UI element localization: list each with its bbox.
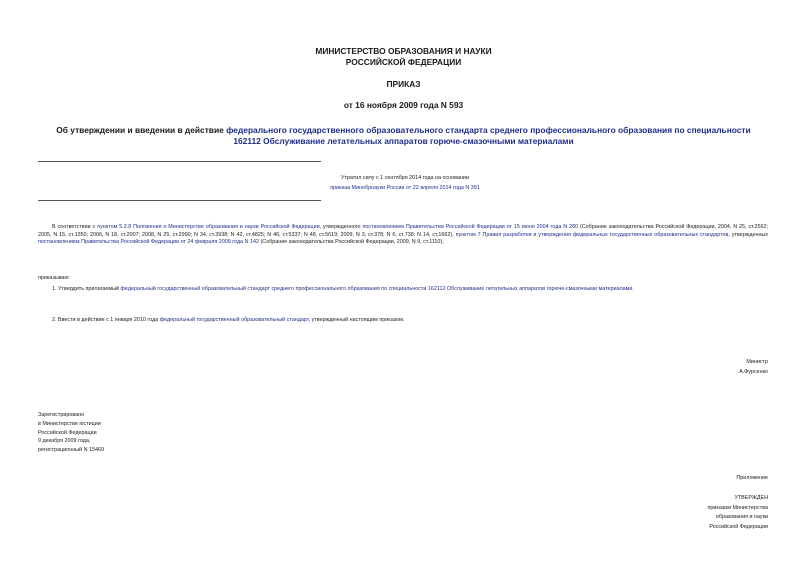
item-2-end: , утвержденный настоящим приказом. [308, 317, 405, 323]
standard-link[interactable]: федерального государственного образовательного стандарта среднего профессионального образования по специальности 162112 Обслуживание летательных аппаратов горюче-смазочными материалами [226, 125, 751, 146]
appendix-line-2: образования и науки [715, 514, 768, 520]
registration-line-2: в Министерстве юстиции [38, 420, 101, 427]
ministry-line-2: РОССИЙСКОЙ ФЕДЕРАЦИИ [345, 57, 462, 67]
preamble-text-3: (Собрание законодательства Российской Федерации, 2004, N 25, ст.2562; 2005, N 15, ст.1350; 2006, N 18, ст.2007; 2008, N 25, ст.2990; N 34, ст.3938; N 42, ст.4825; N 46, ст.5337; N 48, ст.5619; 2009, N 3, ст.378; N 6, ст.738; N 14, ст.1662), [38, 224, 768, 238]
registration-block [38, 411, 238, 455]
registration-line-3: Российской Федерации [38, 429, 97, 436]
item-1-end: . [632, 286, 634, 292]
doc-type: ПРИКАЗ [386, 79, 421, 89]
status-line: Утратил силу с 1 сентября 2014 года на основании [341, 175, 469, 181]
item-2 [38, 317, 768, 325]
appendix-label: Приложение [736, 475, 768, 481]
preamble-paragraph [38, 224, 768, 247]
preamble-text-1: В соответствии с [52, 224, 98, 230]
separator-top [38, 161, 321, 162]
appendix-line-3: Российской Федерации [709, 523, 768, 530]
resolution-142-link[interactable]: постановлением Правительства Российской Федерации от 24 февраля 2009 года N 142 [38, 239, 260, 246]
signature-role: Министр [746, 359, 768, 365]
signature-name: А.Фурсенко [739, 369, 768, 375]
registration-line-5: регистрационный N 15469 [38, 447, 104, 454]
doc-title [50, 125, 757, 147]
item-1 [38, 286, 768, 294]
preamble-text-2: , утвержденного [319, 224, 363, 230]
regulation-link[interactable]: пунктом 5.2.8 Положения о Министерстве образования и науки Российской Федерации [97, 224, 320, 230]
item-1-standard-link[interactable]: федеральный государственный образовательный стандарт среднего профессионального образования по специальности 162112 Обслуживание летательных аппаратов горюче-смазочными материалами [120, 286, 633, 292]
preamble-text-4: , утвержденных [728, 231, 768, 238]
separator-bottom [38, 200, 321, 201]
preamble-text-5: (Собрание законодательства Российской Федерации, 2009, N 9, ст.1110), [259, 239, 444, 246]
appendix-approval-block [600, 494, 768, 532]
registration-line-4: 9 декабря 2009 года, [38, 438, 91, 445]
item-2-standard-link[interactable]: федеральный государственный образовательный стандарт [159, 317, 309, 323]
registration-line-1: Зарегистрировано [38, 412, 85, 418]
doc-date: от 16 ноября 2009 года N 593 [343, 100, 464, 110]
resolution-280-link[interactable]: постановлением Правительства Российской Федерации от 15 июня 2004 года N 280 [362, 224, 579, 230]
approved-word: УТВЕРЖДЕН [734, 495, 768, 501]
repeal-order-link[interactable]: приказа Минобрнауки России от 22 апреля 2014 года N 391 [330, 185, 480, 191]
rules-link[interactable]: пунктом 7 Правил разработки и утверждения федеральных государственных образовательных стандартов [455, 231, 729, 238]
item-1-text: 1. Утвердить прилагаемый [52, 286, 121, 292]
ministry-line-1: МИНИСТЕРСТВО ОБРАЗОВАНИЯ И НАУКИ [315, 46, 492, 56]
appendix-line-1: приказом Министерства [707, 504, 768, 511]
doc-title-prefix: Об утверждении и введении в действие [56, 125, 227, 135]
item-2-text: 2. Ввести в действие с 1 января 2010 года [52, 317, 160, 323]
order-word: приказываю: [38, 275, 71, 281]
